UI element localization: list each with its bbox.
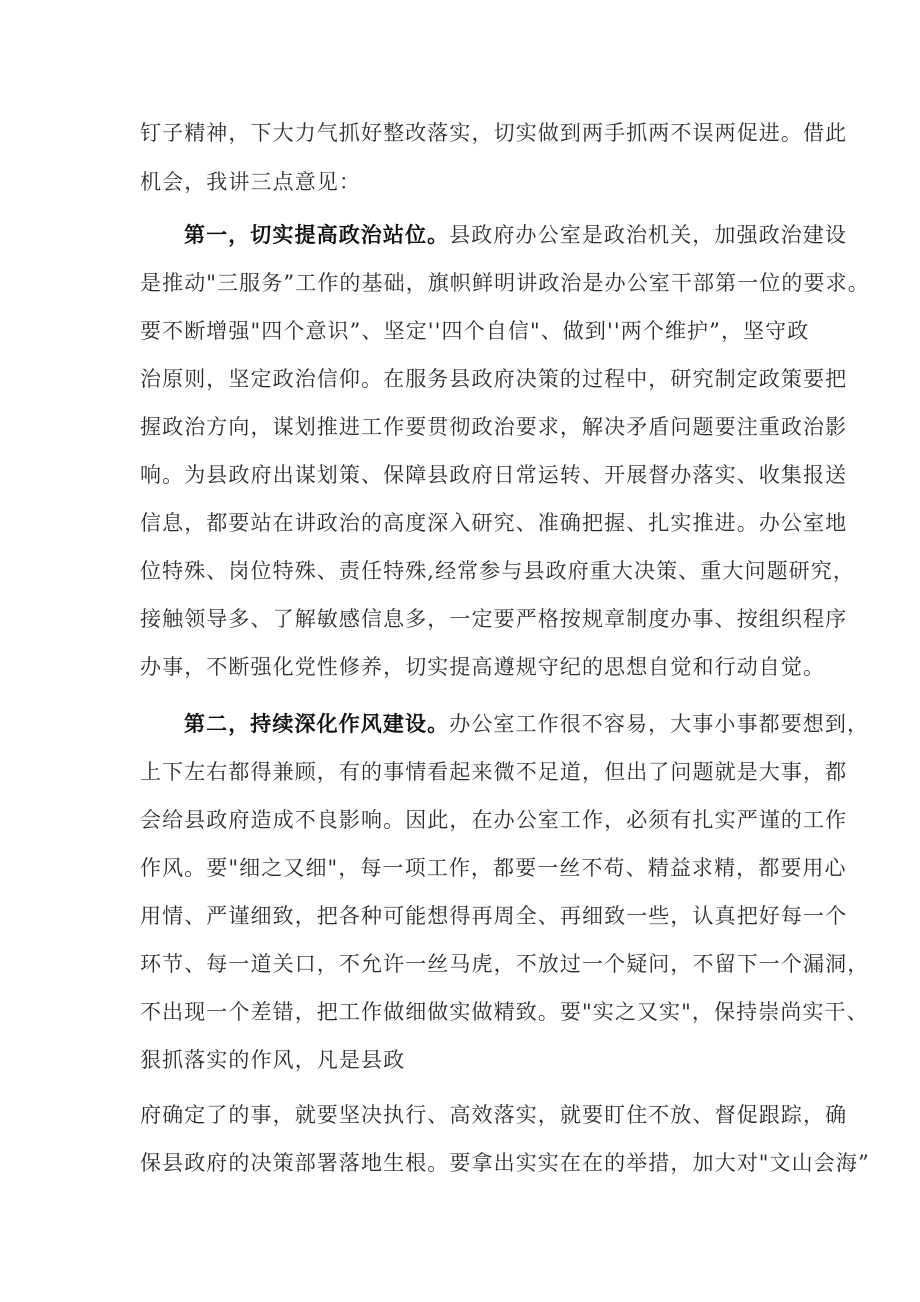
section1-text: 县政府办公室是政治机关，加强政治建设 bbox=[449, 223, 848, 247]
paragraph-line: 是推动"三服务”工作的基础，旗帜鲜明讲政治是办公室干部第一位的要求。 bbox=[140, 271, 870, 295]
paragraph-line: 上下左右都得兼顾，有的事情看起来微不足道，但出了问题就是大事，都 bbox=[140, 760, 848, 784]
paragraph-line: 作风。要"细之又细"，每一项工作，都要一丝不苟、精益求精，都要用心 bbox=[140, 856, 847, 880]
paragraph-line: 保县政府的决策部署落地生根。要拿出实实在在的举措，加大对"文山会海” bbox=[140, 1151, 870, 1175]
paragraph-line: 不出现一个差错，把工作做细做实做精致。要"实之又实"，保持崇尚实干、 bbox=[140, 1000, 869, 1024]
section2-heading: 第二，持续深化作风建设。 bbox=[184, 711, 450, 736]
paragraph-line: 狠抓落实的作风，凡是县政 bbox=[140, 1048, 406, 1072]
paragraph-line: 位特殊、岗位特殊、责任特殊,经常参与县政府重大决策、重大问题研究， bbox=[140, 559, 855, 583]
section1-first-line bbox=[184, 220, 848, 250]
paragraph-line: 府确定了的事，就要坚决执行、高效落实，就要盯住不放、督促跟踪，确 bbox=[140, 1103, 848, 1127]
paragraph-line: 握政治方向，谋划推进工作要贯彻政治要求，解决矛盾问题要注重政治影 bbox=[140, 415, 848, 439]
paragraph-line: 会给县政府造成不良影响。因此，在办公室工作，必须有扎实严谨的工作 bbox=[140, 808, 848, 832]
section2-text: 办公室工作很不容易，大事小事都要想到， bbox=[449, 712, 870, 736]
paragraph-line: 信息，都要站在讲政治的高度深入研究、准确把握、扎实推进。办公室地 bbox=[140, 511, 848, 535]
section2-first-line bbox=[184, 709, 870, 739]
paragraph-line: 用情、严谨细致，把各种可能想得再周全、再细致一些，认真把好每一个 bbox=[140, 904, 848, 928]
paragraph-line: 办事，不断强化党性修养，切实提高遵规守纪的思想自觉和行动自觉。 bbox=[140, 655, 826, 679]
paragraph-line: 要不断增强"四个意识”、坚定''四个自信"、做到''两个维护”，坚守政 bbox=[140, 319, 810, 343]
paragraph-line: 环节、每一道关口，不允许一丝马虎，不放过一个疑问，不留下一个漏洞， bbox=[140, 952, 870, 976]
paragraph-line: 接触领导多、了解敏感信息多，一定要严格按规章制度办事、按组织程序 bbox=[140, 607, 848, 631]
paragraph-line: 响。为县政府出谋划策、保障县政府日常运转、开展督办落实、收集报送 bbox=[140, 463, 848, 487]
paragraph-line: 机会，我讲三点意见： bbox=[140, 170, 361, 194]
paragraph-line: 治原则，坚定政治信仰。在服务县政府决策的过程中，研究制定政策要把 bbox=[140, 367, 848, 391]
section1-heading: 第一，切实提高政治站位。 bbox=[184, 222, 450, 247]
paragraph-line: 钉子精神，下大力气抓好整改落实，切实做到两手抓两不误两促进。借此 bbox=[140, 121, 848, 145]
